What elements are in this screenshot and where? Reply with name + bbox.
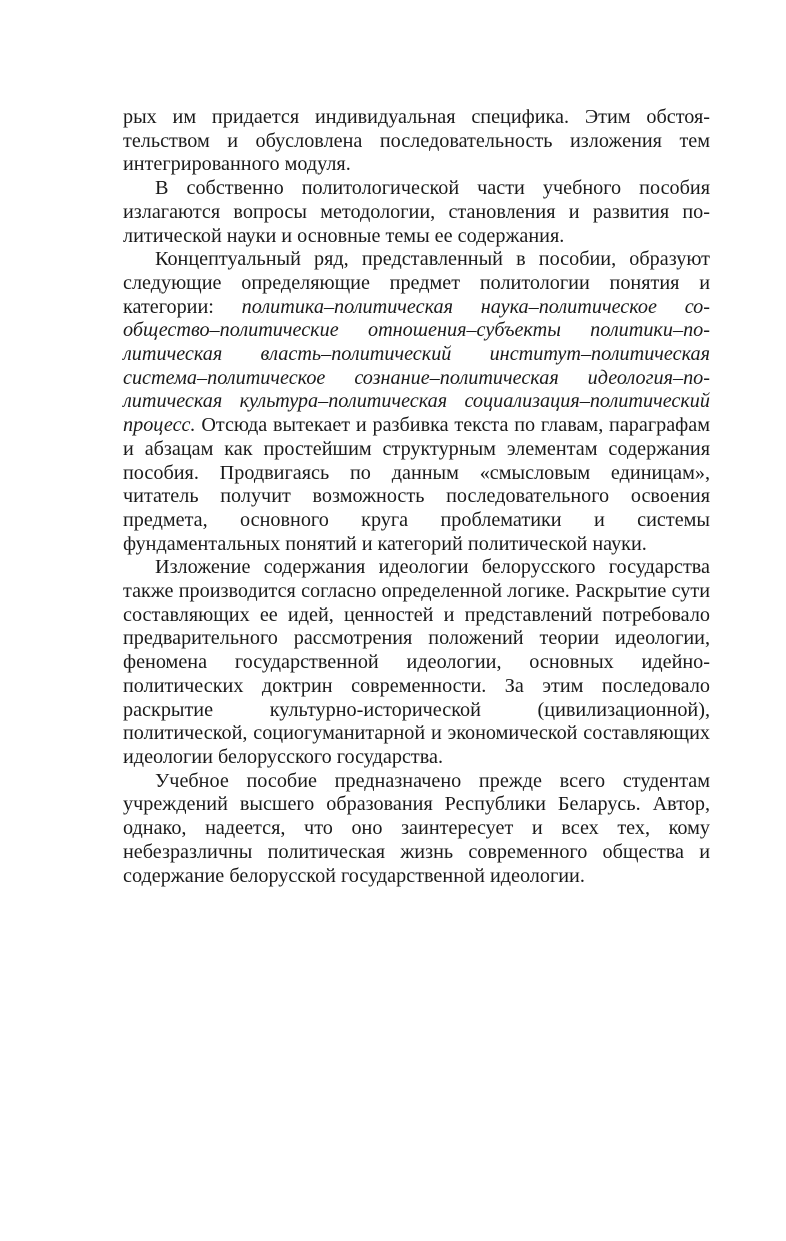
paragraph-4-text: Изложение содержания идеологии белорусского государства также производится согласно определенной логике. Раскрытие сути составляющих ее идей, ценностей и представлений потребовало предварительного рассмотрения положений теории идеологии, феномена государственной идеологии, основных идейно-политических доктрин современности. За этим последовало раскрытие культурно-исторической (цивилизационной), политической, социогуманитарной и экономической составляющих идеологии белорусского государства.	[123, 556, 710, 768]
paragraph-5-text: Учебное пособие предназначено прежде всего студентам учреждений высшего образования Республики Беларусь. Автор, однако, надеется, что оно заинтересует и всех тех, кому небезразличны политическая жизнь современного общества и содержание белорусской государственной идеологии.	[123, 769, 710, 887]
paragraph-3-text-after: Отсюда вытекает и разбивка текста по главам, параграфам и абзацам как простейшим структурным элементам содержания пособия. Продвигаясь по данным «смысловым единицам», читатель получит возможность последовательного освоения предмета, основного круга проблематики и системы фундаментальных понятий и категорий политической науки.	[123, 414, 710, 555]
paragraph-1	[123, 106, 710, 177]
paragraph-5	[123, 770, 710, 889]
paragraph-3	[123, 248, 710, 556]
paragraph-3-italic-concepts: политика–политическая наука–политическое сообщество–политические отношения–субъекты политики–политическая власть–политический институт–политическая система–политическое сознание–политическая идеология–политическая культура–политическая социализация–политический процесс.	[123, 295, 710, 437]
paragraph-3-text-before: Концептуальный ряд, представленный в пособии, образуют следующие определяющие предмет политологии понятия и категории:	[123, 248, 710, 318]
paragraph-2-text: В собственно политологической части учебного пособия излагаются вопросы методологии, становления и развития политической науки и основные темы ее содержания.	[123, 177, 710, 247]
paragraph-1-text: рых им придается индивидуальная специфика. Этим обстоятельством и обусловлена последовательность изложения тем интегрированного модуля.	[123, 106, 710, 176]
page-body	[123, 106, 710, 888]
paragraph-2	[123, 177, 710, 248]
paragraph-4	[123, 556, 710, 769]
